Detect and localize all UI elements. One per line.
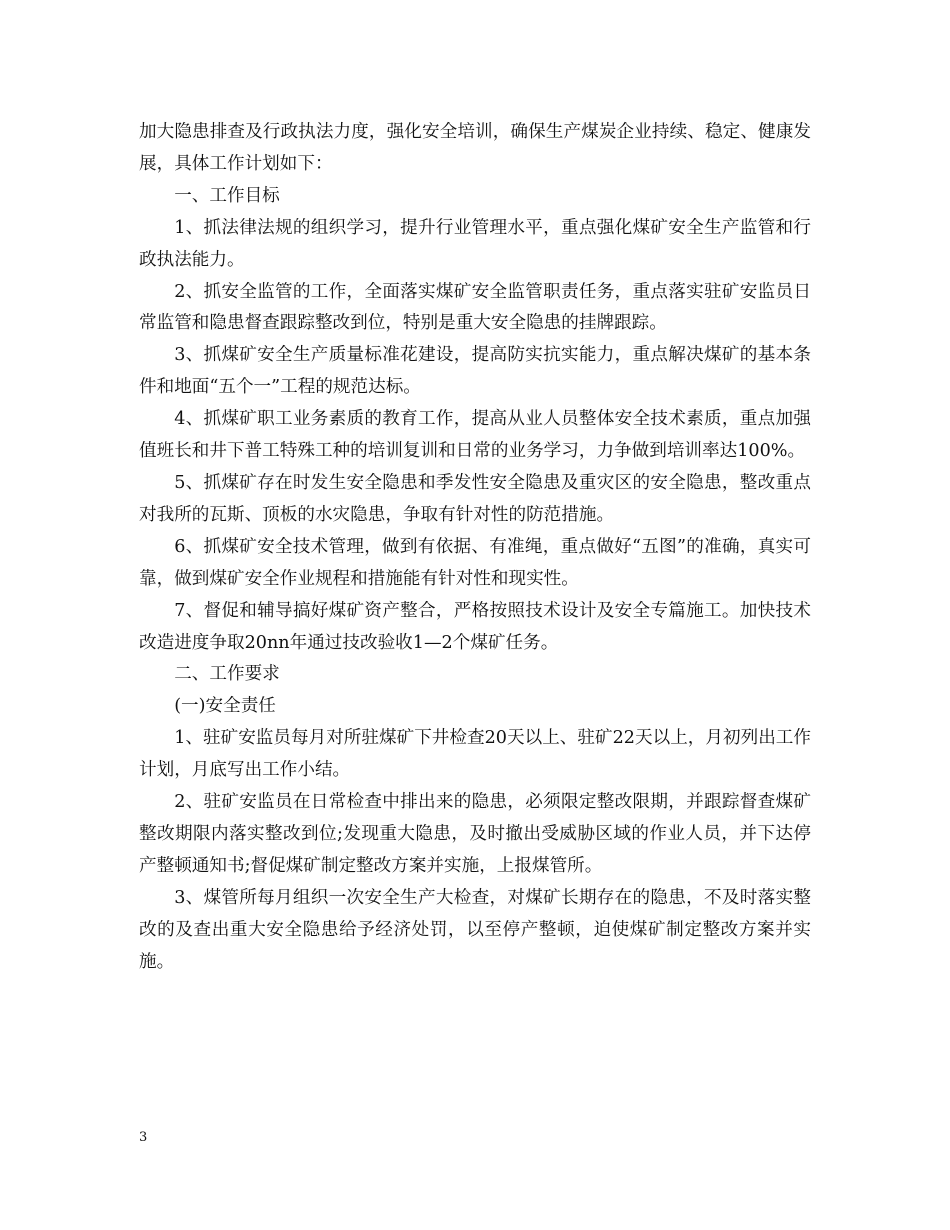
- requirement-item-1: 1、驻矿安监员每月对所驻煤矿下井检查20天以上、驻矿22天以上，月初列出工作计划，月底写出工作小结。: [139, 728, 811, 781]
- goal-item-4: 4、抓煤矿职工业务素质的教育工作，提高从业人员整体安全技术素质，重点加强值班长和井下普工特殊工种的培训复训和日常的业务学习，力争做到培训率达100%。: [139, 409, 811, 462]
- goal-item-1: 1、抓法律法规的组织学习，提升行业管理水平，重点强化煤矿安全生产监管和行政执法能力。: [139, 217, 811, 270]
- requirement-item-3: 3、煤管所每月组织一次安全生产大检查，对煤矿长期存在的隐患，不及时落实整改的及查出重大安全隐患给予经济处罚，以至停产整顿，迫使煤矿制定整改方案并实施。: [139, 887, 811, 972]
- document-body: [139, 117, 811, 978]
- section-heading-work-requirements: 二、工作要求: [174, 664, 280, 685]
- goal-item-5: 5、抓煤矿存在时发生安全隐患和季发性安全隐患及重灾区的安全隐患，整改重点对我所的瓦斯、顶板的水灾隐患，争取有针对性的防范措施。: [139, 472, 811, 525]
- subsection-heading-safety-responsibility: (一)安全责任: [174, 696, 276, 717]
- section-heading-work-goals: 一、工作目标: [174, 185, 280, 206]
- goal-item-2: 2、抓安全监管的工作，全面落实煤矿安全监管职责任务，重点落实驻矿安监员日常监管和隐患督查跟踪整改到位，特别是重大安全隐患的挂牌跟踪。: [139, 281, 811, 334]
- requirement-item-2: 2、驻矿安监员在日常检查中排出来的隐患，必须限定整改限期，并跟踪督查煤矿整改期限内落实整改到位;发现重大隐患，及时撤出受威胁区域的作业人员，并下达停产整顿通知书;督促煤矿制定整改方案并实施，上报煤管所。: [139, 792, 811, 876]
- page-number: 3: [139, 1130, 148, 1145]
- paragraph-intro-continuation: 加大隐患排查及行政执法力度，强化安全培训，确保生产煤炭企业持续、稳定、健康发展，具体工作计划如下：: [139, 122, 811, 174]
- goal-item-6: 6、抓煤矿安全技术管理，做到有依据、有准绳，重点做好“五图”的准确，真实可靠，做到煤矿安全作业规程和措施能有针对性和现实性。: [139, 536, 811, 589]
- goal-item-3: 3、抓煤矿安全生产质量标准花建设，提高防实抗实能力，重点解决煤矿的基本条件和地面“五个一”工程的规范达标。: [139, 345, 811, 398]
- goal-item-7: 7、督促和辅导搞好煤矿资产整合，严格按照技术设计及安全专篇施工。加快技术改造进度争取20nn年通过技改验收1—2个煤矿任务。: [139, 600, 811, 653]
